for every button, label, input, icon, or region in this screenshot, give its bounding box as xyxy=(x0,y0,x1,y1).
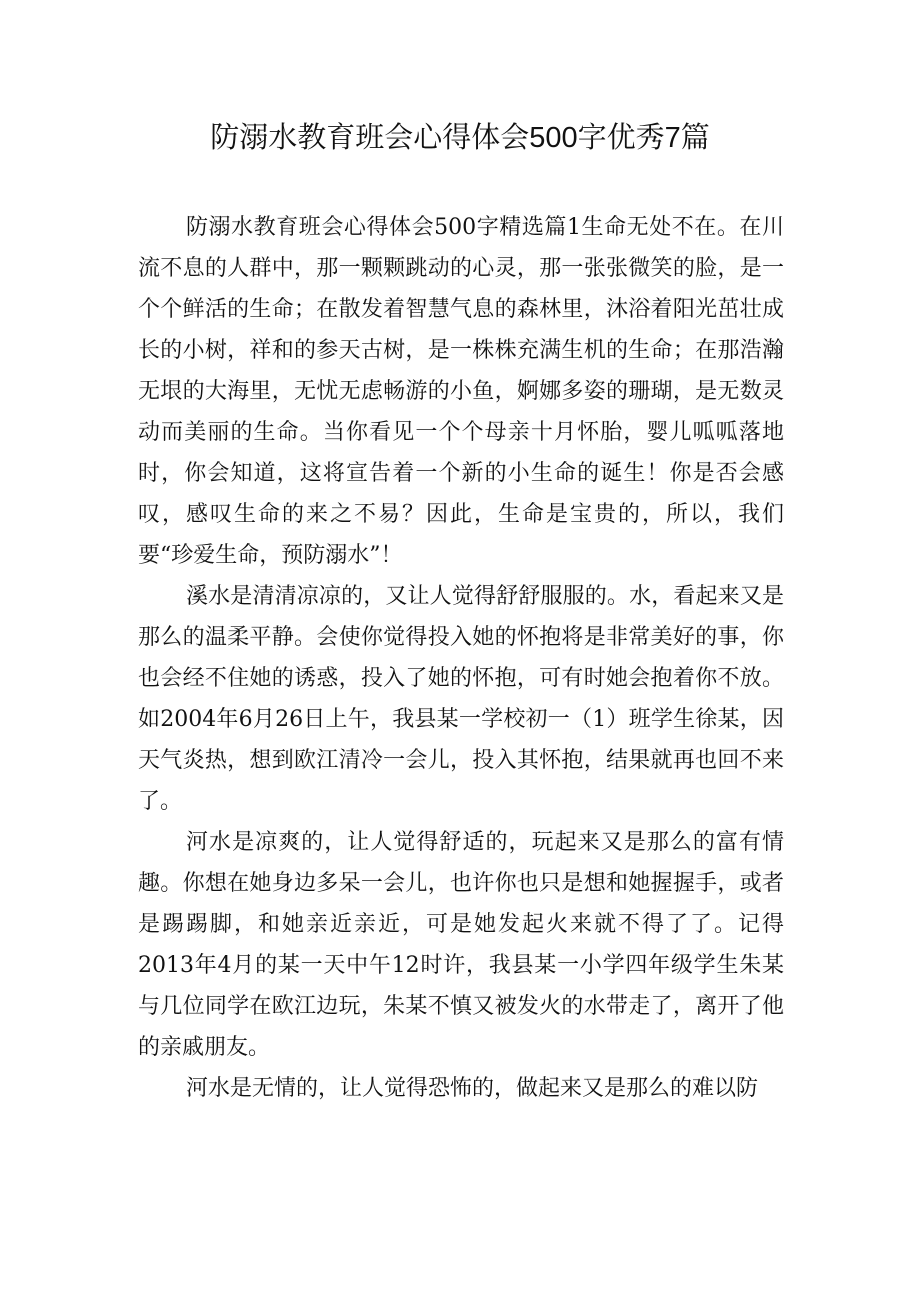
paragraph-4: 河水是无情的，让人觉得恐怖的，做起来又是那么的难以防 xyxy=(186,1076,759,1101)
paragraph-2: 溪水是清清凉凉的，又让人觉得舒舒服服的。水，看起来又是那么的温柔平静。会使你觉得投入她的怀抱将是非常美好的事，你也会经不住她的诱惑，投入了她的怀抱，可有时她会抱着你不放。如2004年6月26日上午，我县某一学校初一（1）班学生徐某，因天气炎热，想到欧江清冷一会儿，投入其怀抱，结果就再也回不来了。 xyxy=(138,584,784,814)
paragraph-1: 防溺水教育班会心得体会500字精选篇1生命无处不在。在川流不息的人群中，那一颗颗跳动的心灵，那一张张微笑的脸，是一个个鲜活的生命；在散发着智慧气息的森林里，沐浴着阳光茁壮成长的小树，祥和的参天古树，是一株株充满生机的生命；在那浩瀚无垠的大海里，无忧无虑畅游的小鱼，婀娜多姿的珊瑚，是无数灵动而美丽的生命。当你看见一个个母亲十月怀胎，婴儿呱呱落地时，你会知道，这将宣告着一个新的小生命的诞生！你是否会感叹，感叹生命的来之不易？因此，生命是宝贵的，所以，我们要“珍爱生命，预防溺水”！ xyxy=(138,215,784,568)
document-title: 防溺水教育班会心得体会500字优秀7篇 xyxy=(210,122,710,154)
document-body xyxy=(138,207,784,1109)
paragraph-3: 河水是凉爽的，让人觉得舒适的，玩起来又是那么的富有情趣。你想在她身边多呆一会儿，也许你也只是想和她握握手，或者是踢踢脚，和她亲近亲近，可是她发起火来就不得了了。记得2013年4月的某一天中午12时许，我县某一小学四年级学生朱某与几位同学在欧江边玩，朱某不慎又被发火的水带走了，离开了他的亲戚朋友。 xyxy=(138,830,784,1060)
